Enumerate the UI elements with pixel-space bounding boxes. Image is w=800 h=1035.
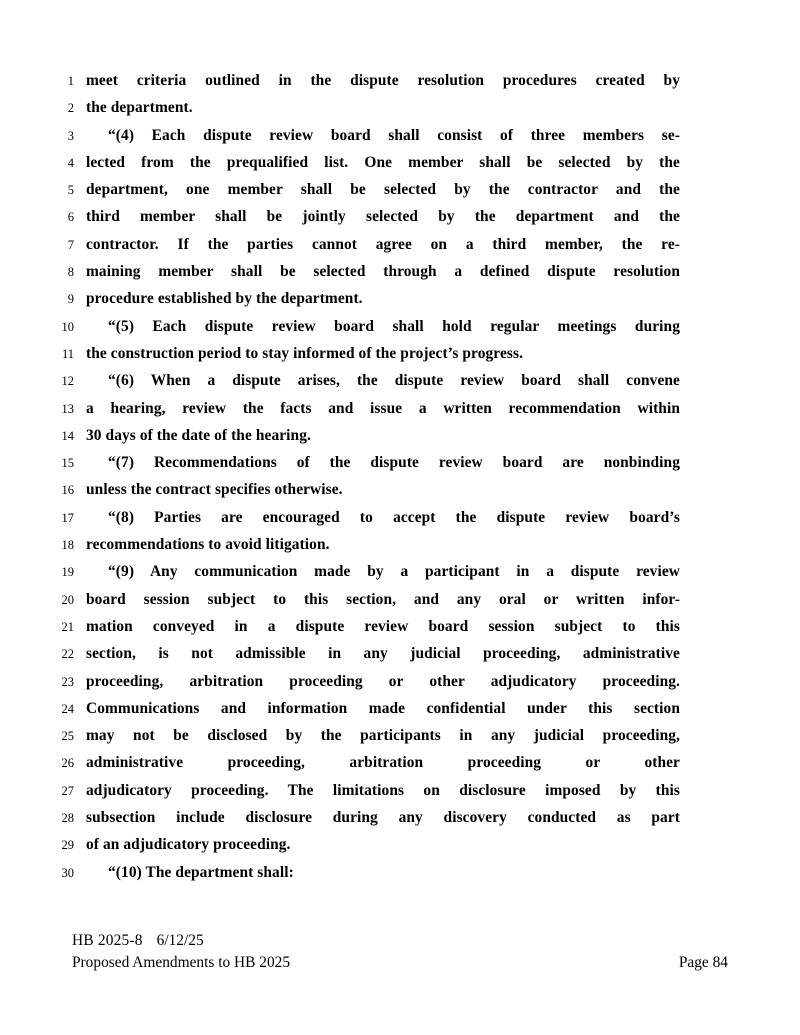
line-text: Communications and information made confidential under this section bbox=[86, 699, 680, 717]
line-number: 16 bbox=[61, 483, 74, 498]
line-number: 24 bbox=[61, 701, 74, 716]
document-line bbox=[0, 127, 800, 154]
document-line bbox=[0, 72, 800, 99]
line-number: 27 bbox=[61, 783, 74, 798]
line-text: meet criteria outlined in the dispute resolution procedures created by bbox=[86, 72, 680, 89]
line-number: 12 bbox=[61, 374, 74, 389]
line-text: the construction period to stay informed of the project’s progress. bbox=[86, 344, 524, 362]
document-line bbox=[0, 591, 800, 618]
line-text: procedure established by the department. bbox=[86, 290, 363, 308]
line-number: 5 bbox=[67, 183, 74, 198]
line-text: “(7) Recommendations of the dispute review board are nonbinding bbox=[108, 454, 680, 472]
line-text: board session subject to this section, and any oral or written infor- bbox=[86, 590, 680, 608]
document-line bbox=[0, 864, 800, 891]
line-text: the department. bbox=[86, 99, 193, 117]
line-number: 21 bbox=[61, 619, 74, 634]
document-line bbox=[0, 673, 800, 700]
line-number: 2 bbox=[67, 101, 74, 116]
line-number: 22 bbox=[61, 647, 74, 662]
line-text: “(5) Each dispute review board shall hold regular meetings during bbox=[108, 317, 680, 335]
document-line bbox=[0, 208, 800, 235]
line-number: 20 bbox=[61, 592, 74, 607]
line-number: 1 bbox=[67, 74, 74, 88]
line-number: 29 bbox=[61, 838, 74, 853]
line-number: 9 bbox=[67, 292, 74, 307]
line-text: unless the contract specifies otherwise. bbox=[86, 481, 343, 499]
page-footer bbox=[72, 930, 728, 974]
document-line bbox=[0, 754, 800, 781]
footer-page-label: Page 84 bbox=[678, 954, 728, 971]
document-body bbox=[0, 72, 800, 891]
document-line bbox=[0, 263, 800, 290]
footer-bill-id: HB 2025-8 bbox=[72, 932, 143, 949]
footer-subtitle: Proposed Amendments to HB 2025 bbox=[72, 954, 291, 971]
document-line bbox=[0, 700, 800, 727]
document-line bbox=[0, 454, 800, 481]
line-number: 18 bbox=[61, 538, 74, 553]
line-text: subsection include disclosure during any discovery conducted as part bbox=[86, 809, 680, 827]
document-line bbox=[0, 318, 800, 345]
document-line bbox=[0, 809, 800, 836]
document-line bbox=[0, 236, 800, 263]
line-number: 4 bbox=[67, 155, 74, 170]
document-line bbox=[0, 618, 800, 645]
line-number: 8 bbox=[67, 265, 74, 280]
document-line bbox=[0, 563, 800, 590]
line-text: “(8) Parties are encouraged to accept the dispute review board’s bbox=[108, 508, 680, 526]
line-text: lected from the prequalified list. One member shall be selected by the bbox=[86, 153, 680, 171]
line-text: “(9) Any communication made by a participant in a dispute review bbox=[108, 563, 680, 581]
line-number: 7 bbox=[67, 237, 74, 252]
line-text: may not be disclosed by the participants in any judicial proceeding, bbox=[86, 727, 680, 745]
footer-row-top bbox=[72, 930, 728, 952]
document-line bbox=[0, 427, 800, 454]
line-text: third member shall be jointly selected by the department and the bbox=[86, 208, 680, 226]
line-number: 3 bbox=[67, 128, 74, 143]
line-text: of an adjudicatory proceeding. bbox=[86, 836, 291, 854]
line-number: 11 bbox=[61, 346, 74, 361]
document-line bbox=[0, 181, 800, 208]
document-line bbox=[0, 727, 800, 754]
line-text: a hearing, review the facts and issue a written recommendation within bbox=[86, 399, 680, 417]
line-number: 6 bbox=[67, 210, 74, 225]
line-text: adjudicatory proceeding. The limitations on disclosure imposed by this bbox=[86, 781, 680, 799]
line-text: mation conveyed in a dispute review board session subject to this bbox=[86, 617, 680, 635]
document-line bbox=[0, 536, 800, 563]
document-line bbox=[0, 481, 800, 508]
document-line bbox=[0, 290, 800, 317]
line-text: “(4) Each dispute review board shall consist of three members se- bbox=[108, 126, 680, 144]
line-text: “(10) The department shall: bbox=[108, 863, 294, 881]
line-number: 13 bbox=[61, 401, 74, 416]
footer-date: 6/12/25 bbox=[156, 932, 204, 949]
line-text: proceeding, arbitration proceeding or other adjudicatory proceeding. bbox=[86, 672, 680, 690]
document-line bbox=[0, 345, 800, 372]
line-number: 17 bbox=[61, 510, 74, 525]
document-line bbox=[0, 154, 800, 181]
line-text: 30 days of the date of the hearing. bbox=[86, 426, 311, 444]
line-text: maining member shall be selected through a defined dispute resolution bbox=[86, 263, 680, 281]
document-line bbox=[0, 836, 800, 863]
footer-row-bottom bbox=[72, 952, 728, 974]
line-number: 30 bbox=[61, 865, 74, 880]
line-number: 10 bbox=[61, 319, 74, 334]
line-text: section, is not admissible in any judicial proceeding, administrative bbox=[86, 645, 680, 663]
line-number: 19 bbox=[61, 565, 74, 580]
document-line bbox=[0, 99, 800, 126]
line-number: 14 bbox=[61, 428, 74, 443]
line-text: administrative proceeding, arbitration proceeding or other bbox=[86, 754, 680, 772]
line-text: “(6) When a dispute arises, the dispute review board shall convene bbox=[108, 372, 680, 390]
document-line bbox=[0, 372, 800, 399]
document-line bbox=[0, 782, 800, 809]
line-number: 28 bbox=[61, 811, 74, 826]
document-line bbox=[0, 645, 800, 672]
line-number: 25 bbox=[61, 729, 74, 744]
line-number: 26 bbox=[61, 756, 74, 771]
line-text: contractor. If the parties cannot agree on a third member, the re- bbox=[86, 235, 680, 253]
line-number: 15 bbox=[61, 456, 74, 471]
document-line bbox=[0, 509, 800, 536]
line-number: 23 bbox=[61, 674, 74, 689]
line-text: recommendations to avoid litigation. bbox=[86, 536, 330, 554]
line-text: department, one member shall be selected by the contractor and the bbox=[86, 181, 680, 199]
document-line bbox=[0, 400, 800, 427]
